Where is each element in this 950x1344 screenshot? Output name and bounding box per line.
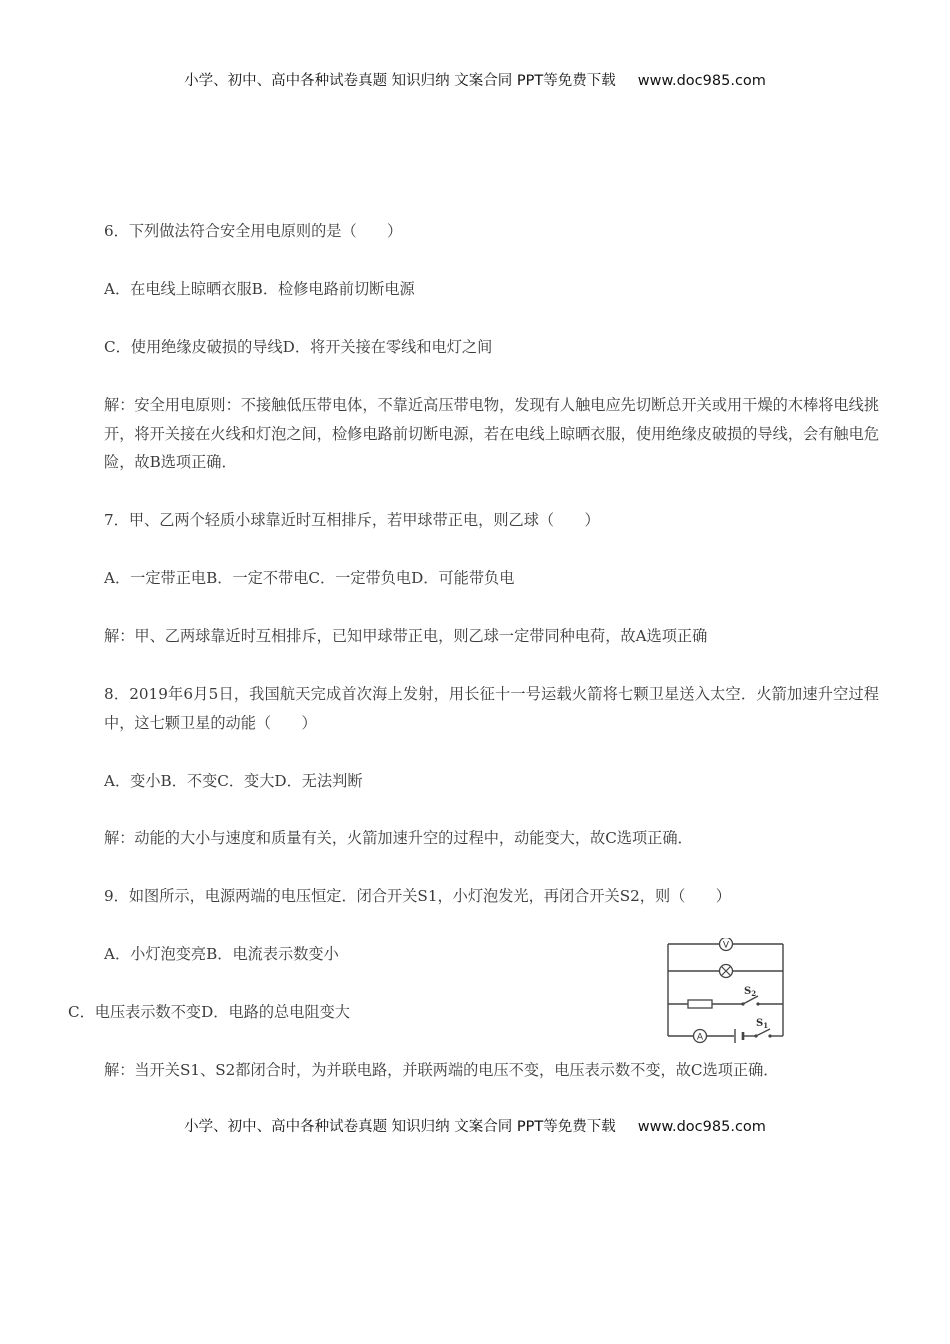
footer-site[interactable]: www.doc985.com [637,1119,766,1135]
voltmeter-label: V [722,940,730,951]
q6-stem: 6．下列做法符合安全用电原则的是（ ） [104,222,403,240]
battery-icon [735,1029,743,1043]
q8-options: A．变小B．不变C．变大D．无法判断 [104,772,363,790]
header-text: 小学、初中、高中各种试卷真题 知识归纳 文案合同 PPT等免费下载 [184,73,616,89]
q6-solution: 解：安全用电原则：不接触低压带电体，不靠近高压带电物，发现有人触电应先切断总开关或用干燥的木棒将电线挑开，将开关接在火线和灯泡之间，检修电路前切断电源，若在电线上晾晒衣服，使用绝缘皮破损的导线，会有触电危险，故B选项正确． [104,396,879,471]
q8-solution: 解：动能的大小与速度和质量有关，火箭加速升空的过程中，动能变大，故C选项正确． [104,829,693,847]
q9-options-ab: A．小灯泡变亮B．电流表示数变小 [104,945,339,963]
q7-stem: 7．甲、乙两个轻质小球靠近时互相排斥，若甲球带正电，则乙球（ ） [104,511,600,529]
q7-solution: 解：甲、乙两球靠近时互相排斥，已知甲球带正电，则乙球一定带同种电荷，故A选项正确 [104,627,708,645]
q6-options-ab: A．在电线上晾晒衣服B．检修电路前切断电源 [104,280,415,298]
ammeter-label: A [696,1032,704,1043]
q9-stem: 9．如图所示，电源两端的电压恒定．闭合开关S1，小灯泡发光，再闭合开关S2，则（ ） [104,887,731,905]
q8-stem: 8．2019年6月5日，我国航天完成首次海上发射，用长征十一号运载火箭将七颗卫星送入太空．火箭加速升空过程中，这七颗卫星的动能（ ） [104,685,879,732]
switch-s1-icon [754,1029,771,1038]
q7-options: A．一定带正电B．一定不带电C．一定带负电D．可能带负电 [104,569,515,587]
q9-solution: 解：当开关S1、S2都闭合时，为并联电路，并联两端的电压不变，电压表示数不变，故C选项正确． [104,1061,779,1079]
footer-banner [0,1115,950,1136]
footer-text: 小学、初中、高中各种试卷真题 知识归纳 文案合同 PPT等免费下载 [184,1119,616,1135]
switch-s1-label: $S_1$ [756,1018,769,1030]
resistor-icon [688,1000,712,1008]
q6-options-cd: C．使用绝缘皮破损的导线D．将开关接在零线和电灯之间 [104,338,493,356]
header-site[interactable]: www.doc985.com [637,73,766,89]
circuit-diagram [658,938,790,1046]
lamp-icon [720,965,733,978]
q9-options-cd: C．电压表示数不变D．电路的总电阻变大 [68,1003,350,1021]
header-banner [0,69,950,90]
switch-s2-label: $S_2$ [744,986,757,998]
